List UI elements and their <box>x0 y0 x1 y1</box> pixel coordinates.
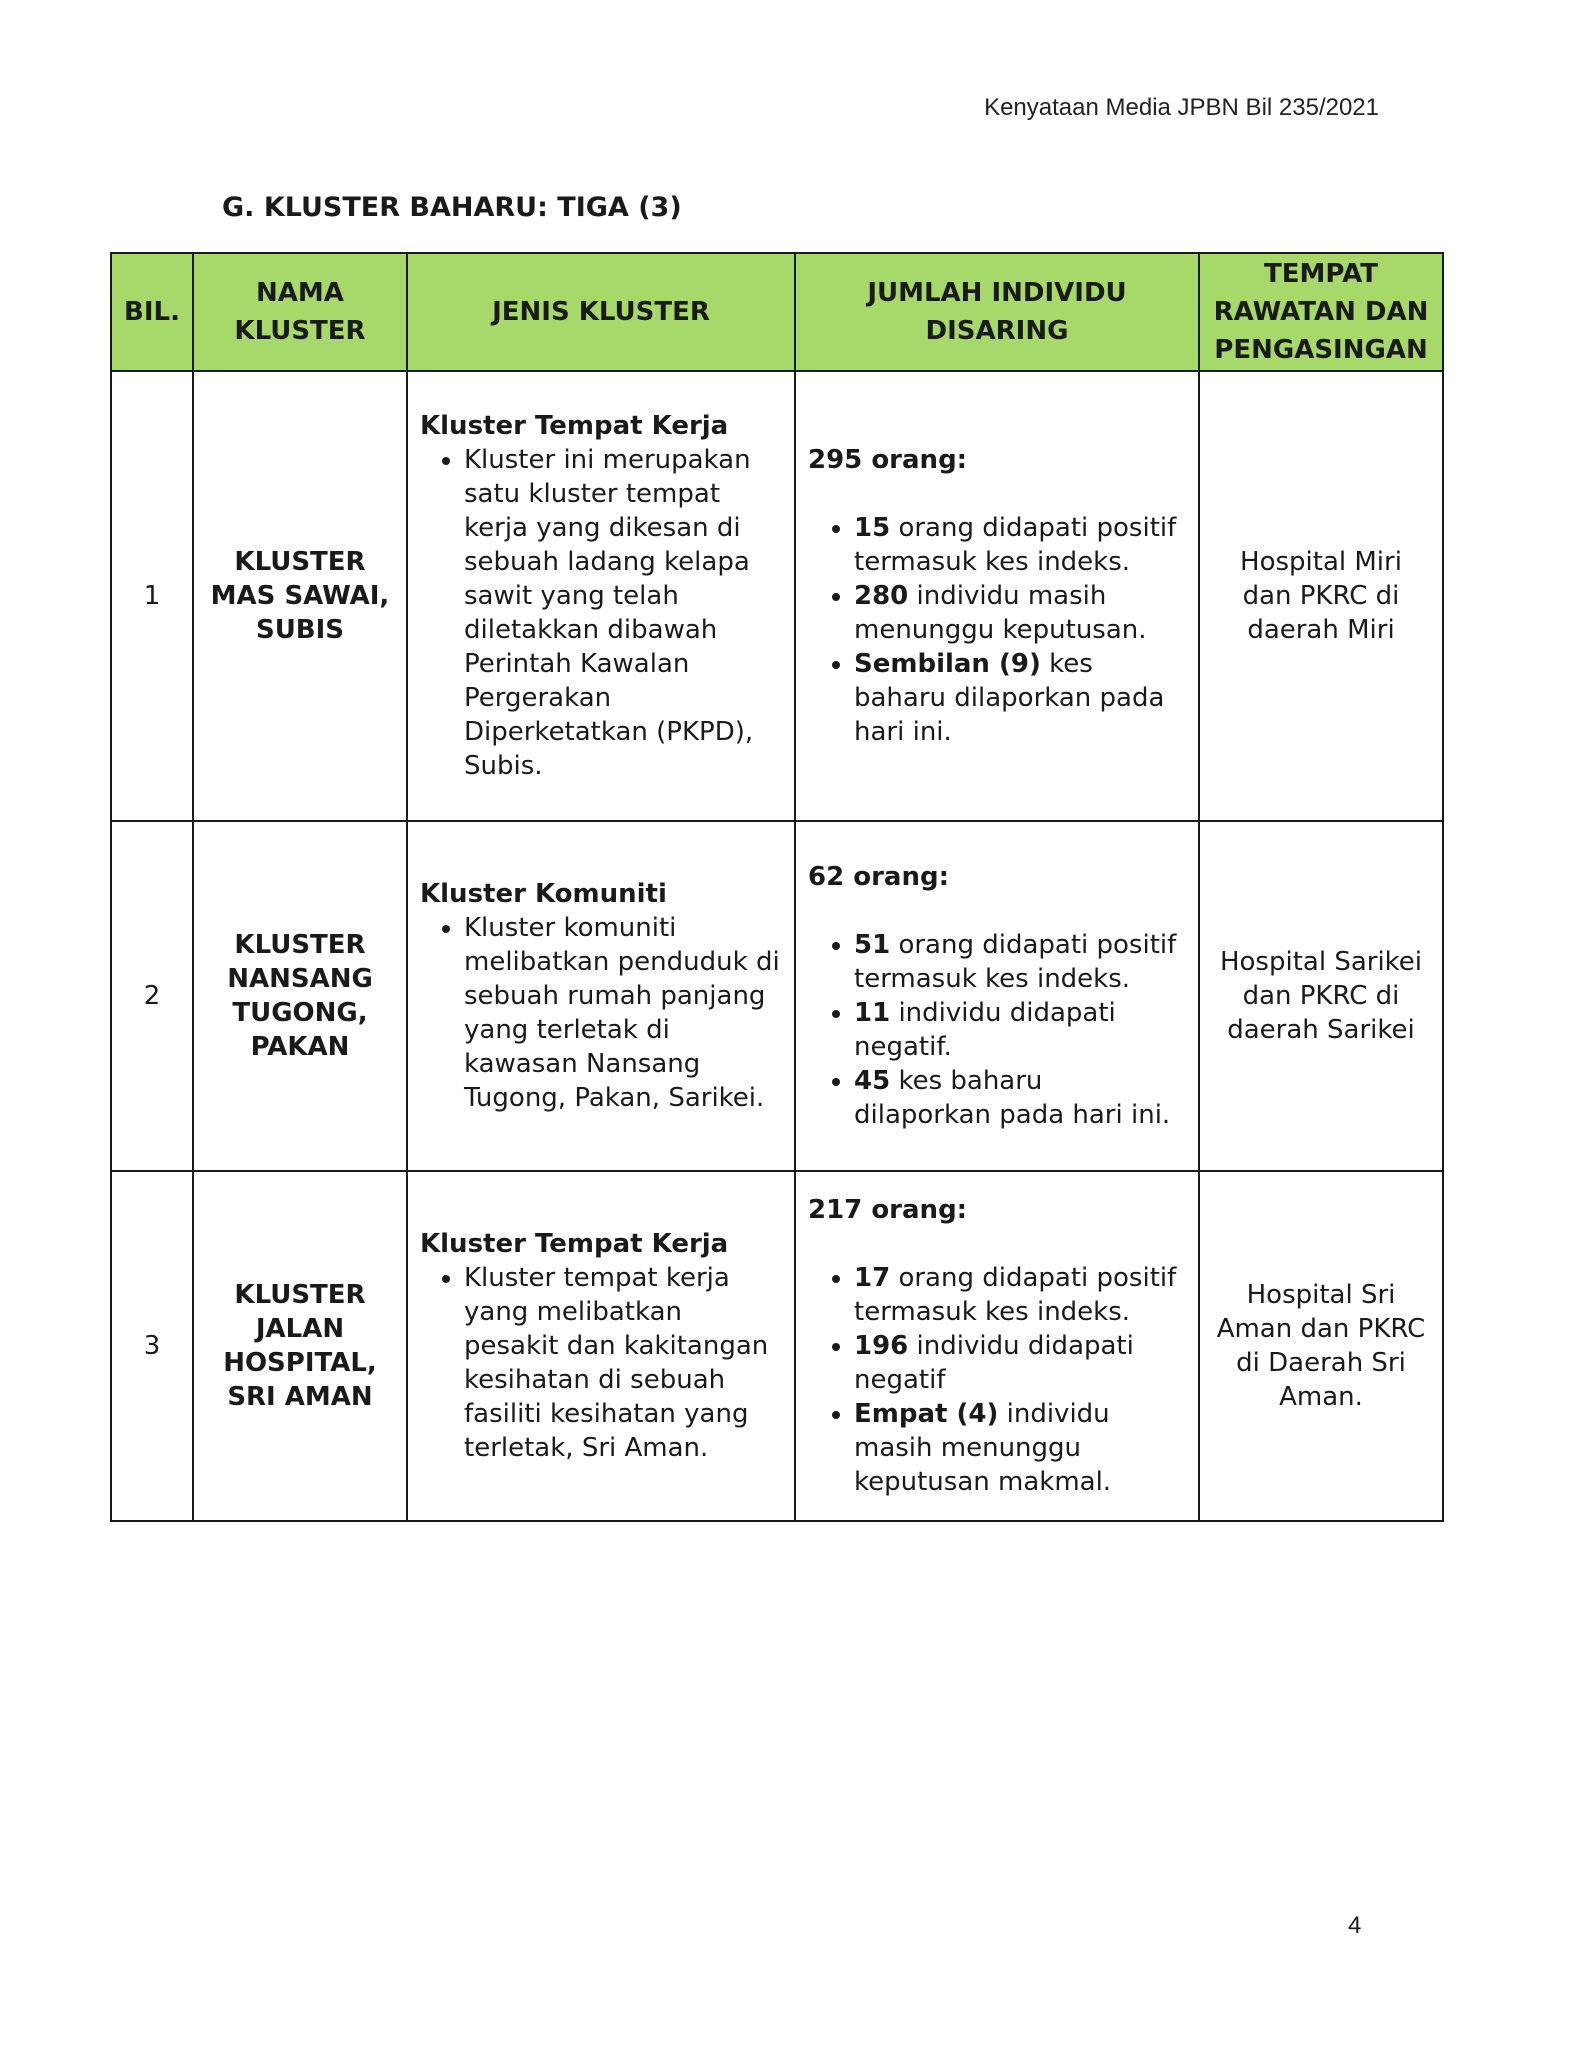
screened-item: • 196 individu didapati negatif <box>854 1329 1186 1397</box>
screened-total: 295 orang: <box>808 445 968 475</box>
cluster-name: KLUSTER MAS SAWAI, SUBIS <box>193 371 407 821</box>
screened-cell <box>795 821 1199 1171</box>
table-row <box>111 821 1443 1171</box>
screened-item: • 15 orang didapati positif termasuk kes indeks. <box>854 511 1186 579</box>
row-number: 2 <box>111 821 193 1171</box>
screened-item: • 51 orang didapati positif termasuk kes indeks. <box>854 928 1186 996</box>
screened-cell <box>795 1171 1199 1521</box>
cluster-type-title: Kluster Komuniti <box>420 879 667 909</box>
page-number: 4 <box>1348 1912 1362 1939</box>
column-header-bil: BIL. <box>111 253 193 371</box>
column-header-jenis-kluster: JENIS KLUSTER <box>407 253 795 371</box>
section-title: G. KLUSTER BAHARU: TIGA (3) <box>222 192 682 223</box>
column-header-jumlah-disaring: JUMLAH INDIVIDU DISARING <box>795 253 1199 371</box>
screened-item: • 45 kes baharu dilaporkan pada hari ini. <box>854 1064 1186 1132</box>
cluster-type-title: Kluster Tempat Kerja <box>420 1229 729 1259</box>
cluster-name: KLUSTER JALAN HOSPITAL, SRI AMAN <box>193 1171 407 1521</box>
screened-item: • 11 individu didapati negatif. <box>854 996 1186 1064</box>
screened-item: • Sembilan (9) kes baharu dilaporkan pada hari ini. <box>854 647 1186 749</box>
screened-cell <box>795 371 1199 821</box>
cluster-type-description: • Kluster komuniti melibatkan penduduk di sebuah rumah panjang yang terletak di kawasan Nansang Tugong, Pakan, Sarikei. <box>464 911 782 1115</box>
cluster-type-title: Kluster Tempat Kerja <box>420 411 729 441</box>
screened-total: 62 orang: <box>808 862 949 892</box>
treatment-place: Hospital Sarikei dan PKRC di daerah Sarikei <box>1199 821 1443 1171</box>
cluster-table <box>110 252 1444 1522</box>
row-number: 1 <box>111 371 193 821</box>
cluster-type-cell <box>407 1171 795 1521</box>
treatment-place: Hospital Sri Aman dan PKRC di Daerah Sri Aman. <box>1199 1171 1443 1521</box>
document-reference: Kenyataan Media JPBN Bil 235/2021 <box>984 94 1379 121</box>
table-row <box>111 371 1443 821</box>
column-header-tempat-rawatan: TEMPAT RAWATAN DAN PENGASINGAN <box>1199 253 1443 371</box>
cluster-name: KLUSTER NANSANG TUGONG, PAKAN <box>193 821 407 1171</box>
screened-total: 217 orang: <box>808 1195 968 1225</box>
table-row <box>111 1171 1443 1521</box>
screened-item: • 17 orang didapati positif termasuk kes indeks. <box>854 1261 1186 1329</box>
cluster-type-cell <box>407 371 795 821</box>
row-number: 3 <box>111 1171 193 1521</box>
cluster-type-description: • Kluster tempat kerja yang melibatkan pesakit dan kakitangan kesihatan di sebuah fasiliti kesihatan yang terletak, Sri Aman. <box>464 1261 782 1465</box>
table-header-row <box>111 253 1443 371</box>
treatment-place: Hospital Miri dan PKRC di daerah Miri <box>1199 371 1443 821</box>
cluster-type-description: • Kluster ini merupakan satu kluster tempat kerja yang dikesan di sebuah ladang kelapa sawit yang telah diletakkan dibawah Perintah Kawalan Pergerakan Diperketatkan (PKPD), Subis. <box>464 443 782 783</box>
screened-item: • 280 individu masih menunggu keputusan. <box>854 579 1186 647</box>
column-header-nama-kluster: NAMA KLUSTER <box>193 253 407 371</box>
cluster-type-cell <box>407 821 795 1171</box>
screened-item: • Empat (4) individu masih menunggu keputusan makmal. <box>854 1397 1186 1499</box>
